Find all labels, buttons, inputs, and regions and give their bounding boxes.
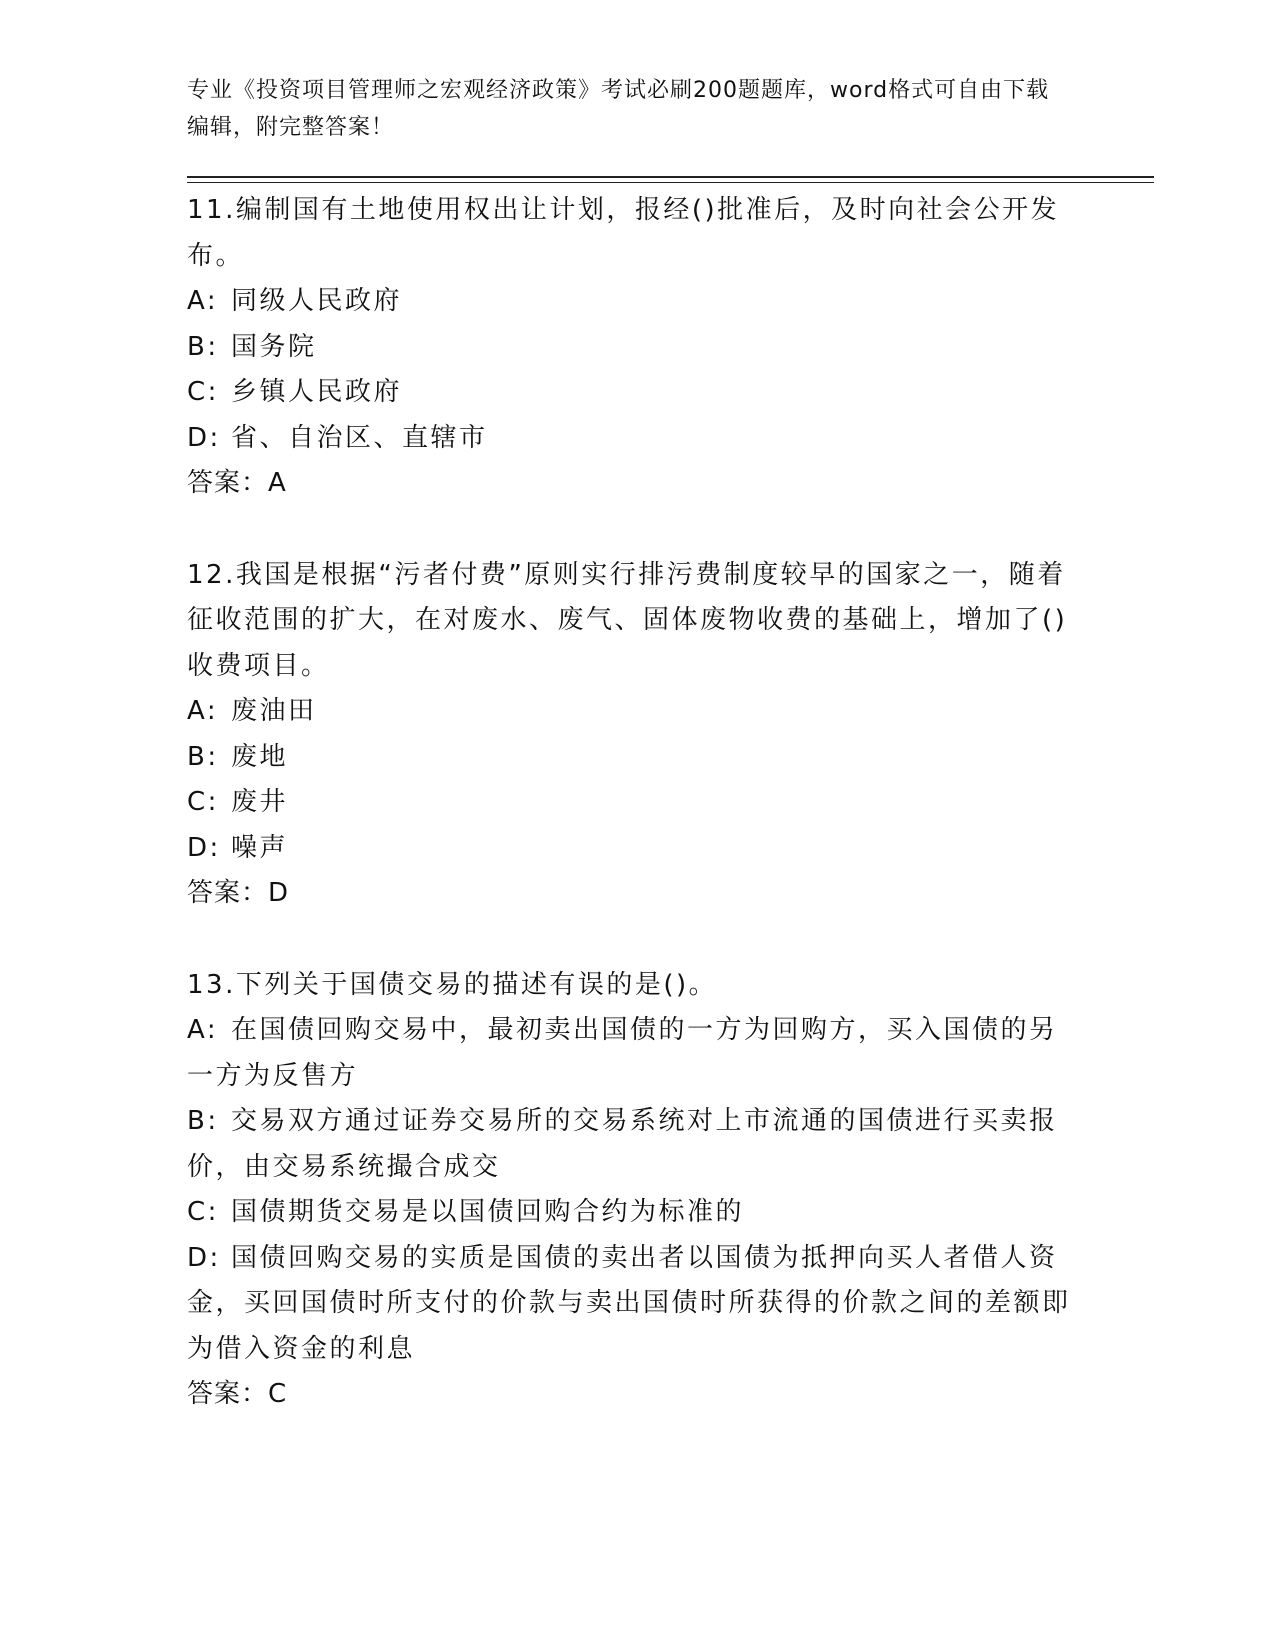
- option-letter: B:: [187, 331, 219, 362]
- question-item: [187, 188, 1077, 507]
- option-a: [187, 689, 1077, 735]
- answer-line: 答案：D: [187, 878, 290, 908]
- option-d: [187, 826, 1077, 872]
- option-letter: C:: [187, 377, 219, 407]
- option-a: [187, 279, 1077, 325]
- option-letter: D:: [187, 1242, 221, 1273]
- option-letter: A:: [187, 1015, 219, 1045]
- option-b: [187, 1099, 1077, 1190]
- answer-line: 答案：C: [187, 1379, 288, 1409]
- question-stem: 11.编制国有土地使用权出让计划，报经()批准后，及时向社会公开发布。: [187, 195, 1060, 271]
- option-text: 国债回购交易的实质是国债的卖出者以国债为抵押向买人者借人资金，买回国债时所支付的价款与卖出国债时所获得的价款之间的差额即为借入资金的利息: [187, 1242, 1071, 1364]
- question-spacer: [187, 917, 1077, 963]
- option-text: 乡镇人民政府: [231, 377, 403, 407]
- option-text: 在国债回购交易中，最初卖出国债的一方为回购方，买入国债的另一方为反售方: [187, 1015, 1058, 1091]
- option-text: 国债期货交易是以国债回购合约为标准的: [231, 1197, 745, 1227]
- answer-line: 答案：A: [187, 468, 287, 498]
- option-text: 省、自治区、直辖市: [231, 422, 488, 453]
- option-c: [187, 1190, 1077, 1236]
- option-d: [187, 416, 1077, 462]
- option-letter: B:: [187, 1106, 219, 1136]
- option-b: [187, 735, 1077, 781]
- option-letter: C:: [187, 787, 219, 817]
- question-item: [187, 963, 1077, 1418]
- option-text: 噪声: [231, 832, 289, 863]
- header-divider-thin: [187, 182, 1154, 183]
- question-stem: 13.下列关于国债交易的描述有误的是()。: [187, 969, 718, 1000]
- option-c: [187, 370, 1077, 416]
- option-letter: A:: [187, 286, 219, 316]
- option-letter: C:: [187, 1197, 219, 1227]
- option-letter: B:: [187, 741, 219, 772]
- option-text: 国务院: [231, 331, 317, 362]
- question-spacer: [187, 507, 1077, 553]
- option-a: [187, 1008, 1077, 1099]
- option-text: 废井: [231, 787, 289, 817]
- document-header: 专业《投资项目管理师之宏观经济政策》考试必刷200题题库，word格式可自由下载编辑，附完整答案！: [187, 78, 1050, 140]
- question-list: [187, 188, 1077, 1418]
- question-stem: 12.我国是根据“污者付费”原则实行排污费制度较早的国家之一，随着征收范围的扩大，在对废水、废气、固体废物收费的基础上，增加了()收费项目。: [187, 559, 1068, 681]
- option-text: 同级人民政府: [231, 286, 403, 316]
- question-item: [187, 553, 1077, 917]
- option-text: 废地: [231, 741, 289, 772]
- option-letter: D:: [187, 422, 221, 453]
- option-c: [187, 780, 1077, 826]
- option-d: [187, 1236, 1077, 1373]
- option-letter: D:: [187, 832, 221, 863]
- option-text: 交易双方通过证券交易所的交易系统对上市流通的国债进行买卖报价，由交易系统撮合成交: [187, 1106, 1058, 1182]
- header-divider-thick: [187, 176, 1154, 178]
- option-letter: A:: [187, 696, 219, 726]
- option-b: [187, 325, 1077, 371]
- option-text: 废油田: [231, 696, 317, 726]
